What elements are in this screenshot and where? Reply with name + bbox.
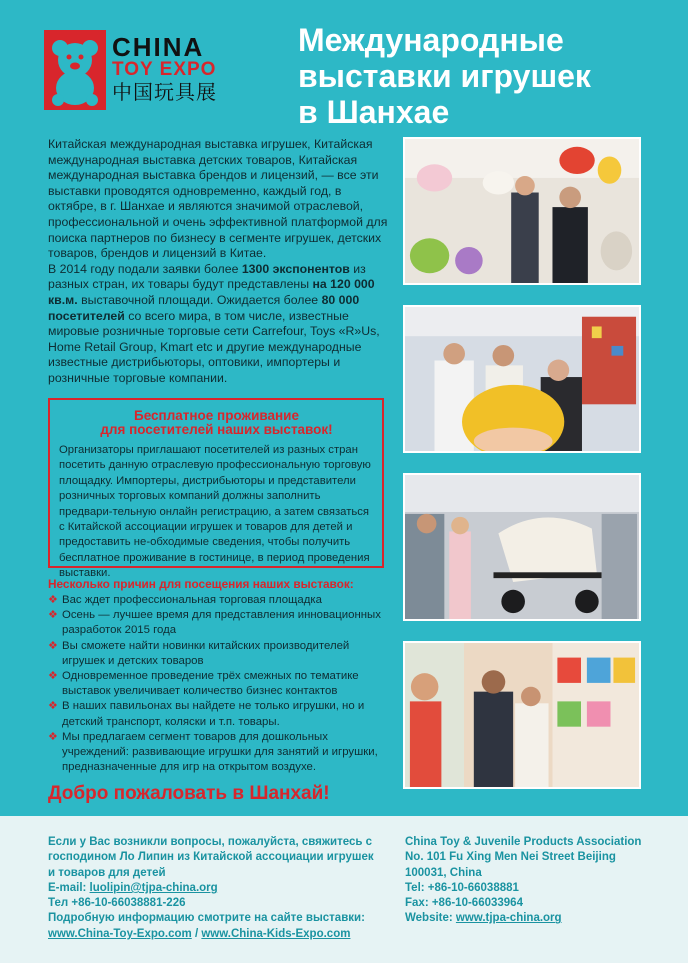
welcome-heading: Добро пожаловать в Шанхай! xyxy=(48,783,330,804)
list-item: ❖ Вас ждет профессиональная торговая площадка xyxy=(48,593,388,608)
photo-toys-booth xyxy=(403,137,641,285)
diamond-bullet-icon: ❖ xyxy=(48,609,58,622)
footer-phone: Тел +86-10-66038881-226 xyxy=(48,897,186,910)
list-item: ❖ Осень — лучшее время для представления инновационных разработок 2015 года xyxy=(48,609,381,637)
free-accommodation-box xyxy=(48,398,384,580)
diamond-bullet-icon: ❖ xyxy=(48,700,58,713)
free-accommodation-title: Бесплатное проживание для посетителей наших выставок! xyxy=(100,408,333,437)
free-accommodation-text: Организаторы приглашают посетителей из разных стран посетить данную отраслевую профессиональную торговую площадку. Импортеры, дистрибьюторы и представители розничных торговых компаний должны заполнить предвари-тельную онлайн регистрацию, а затем связаться с Китайской ассоциации игрушек и товаров для детей и предоставить не-обходимые сведения, чтобы получить бесплатное проживание в гостинице, в период проведения выставки. xyxy=(59,444,371,580)
list-item: ❖ Вы сможете найти новинки китайских производителей игрушек и детских товаров xyxy=(48,639,350,667)
footer-website: Website: www.tjpa-china.org xyxy=(405,912,562,925)
logo-wordmark xyxy=(112,34,217,106)
reasons-section xyxy=(48,577,388,775)
visitors-count: 80 000 посетителей xyxy=(48,292,360,323)
logo-line-toy-expo: TOY EXPO xyxy=(112,59,217,80)
toy-expo-link[interactable]: www.China-Toy-Expo.com xyxy=(48,927,192,940)
intro-text xyxy=(48,137,388,387)
footer-org: China Toy & Juvenile Products Association xyxy=(405,836,642,848)
footer-contact-right: China Toy & Juvenile Products Association No. 101 Fu Xing Men Nei Street Beijing 100031, China Tel: +86-10-66038881 Fax: +86-10-66033964 Website: www.tjpa-china.org xyxy=(405,835,675,927)
diamond-bullet-icon: ❖ xyxy=(48,730,58,743)
list-item: ❖ Одновременное проведение трёх смежных по тематике выставок увеличивает количество бизнес контактов xyxy=(48,670,359,698)
footer-sites: www.China-Toy-Expo.com / www.China-Kids-Expo.com xyxy=(48,927,351,940)
logo-line-chinese: 中国玩具展 xyxy=(112,82,217,104)
title-line-2: выставки игрушек xyxy=(298,58,591,94)
diamond-bullet-icon: ❖ xyxy=(48,670,58,683)
title-line-3: в Шанхае xyxy=(298,94,450,130)
email-link[interactable]: luolipin@tjpa-china.org xyxy=(89,881,218,894)
teddy-bear-logo-icon xyxy=(44,30,106,110)
website-link[interactable]: www.tjpa-china.org xyxy=(455,912,562,925)
diamond-bullet-icon: ❖ xyxy=(48,594,58,606)
page-title xyxy=(298,22,678,130)
intro-paragraph-2: В 2014 году подали заявки более 1300 экспонентов из разных стран, их товары будут представлены на 120 000 кв.м. выставочной площади. Ожидается более 80 000 посетителей со всего мира, в том числе, известные мировые розничные торговые сети Carrefour, Toys «R»Us, Home Retail Group, Kmart etc и другие международные известные дистрибьюторы, оптовики, импортеры и розничные торговые компании. xyxy=(48,261,380,385)
photo-lego-visitors xyxy=(403,305,641,453)
list-item: ❖ Мы предлагаем сегмент товаров для дошкольных учреждений: развивающие игрушки для занятий и игрушки, предназначенные для игр на открытом воздухе. xyxy=(48,730,378,774)
footer-contact-left: Если у Вас возникли вопросы, пожалуйста, свяжитесь с господином Ло Липин из Китайской ассоциации игрушек и товаров для детей E-mail: luolipin@tjpa-china.org Тел +86-10-66038881-226 Подробную информацию смотрите на сайте выставки: www.China-Toy-Expo.com / www.China-Kids-Expo.com xyxy=(48,835,383,942)
reasons-title: Несколько причин для посещения наших выставок: xyxy=(48,577,354,591)
footer-fax: Fax: +86-10-66033964 xyxy=(405,897,523,910)
reasons-list xyxy=(48,593,388,775)
photo-stroller-hall xyxy=(403,473,641,621)
diamond-bullet-icon: ❖ xyxy=(48,639,58,652)
list-item: ❖ В наших павильонах вы найдете не только игрушки, но и детский транспорт, коляски и т.п. товары. xyxy=(48,700,365,728)
intro-paragraph-1: Китайская международная выставка игрушек, Китайская международная выставка детских товаров, Китайская международная выставка брендов и лицензий, — все эти выставки проводятся одновременно, каждый год, в октябре, в г. Шанхае и являются значимой отраслевой, профессиональной и очень эффективной платформой для поиска партнеров по бизнесу в сегменте игрушек, детских товаров, брендов и лицензий в Китае. xyxy=(48,137,388,261)
footer-email: E-mail: luolipin@tjpa-china.org xyxy=(48,881,218,894)
title-line-1: Международные xyxy=(298,22,564,58)
kids-expo-link[interactable]: www.China-Kids-Expo.com xyxy=(201,927,351,940)
exhibitors-count: 1300 экспонентов xyxy=(241,261,350,276)
photo-toy-shelves xyxy=(403,641,641,789)
footer-tel: Tel: +86-10-66038881 xyxy=(405,881,519,894)
contact-footer xyxy=(0,816,688,963)
exhibition-area: на 120 000 кв.м. xyxy=(48,277,375,307)
logo-line-china: CHINA xyxy=(112,32,205,62)
